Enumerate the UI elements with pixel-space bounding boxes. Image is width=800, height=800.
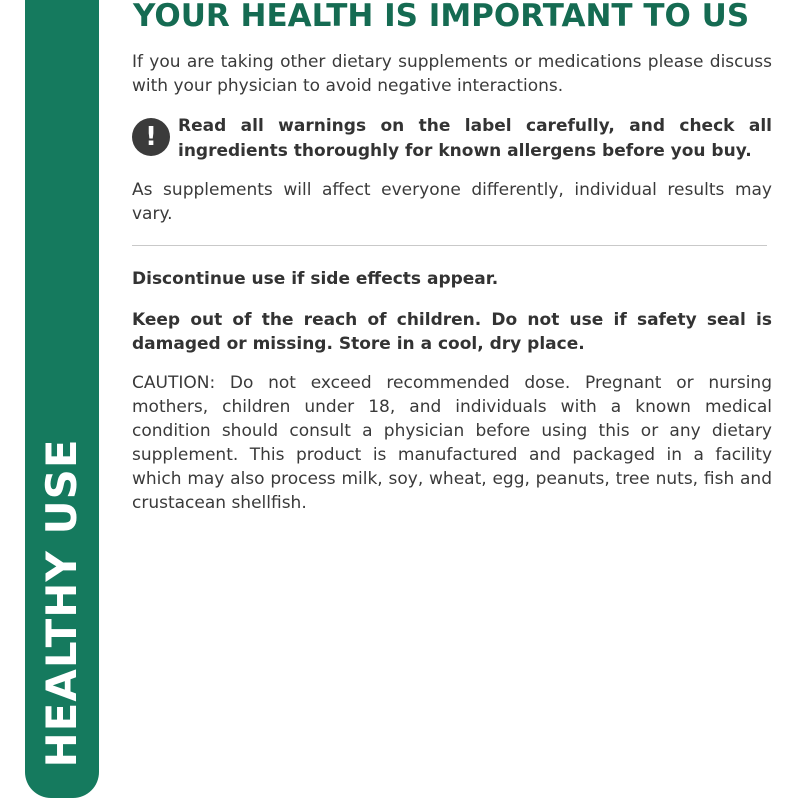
discontinue-notice: Discontinue use if side effects appear. (132, 269, 499, 289)
storage-notice: Keep out of the reach of children. Do not use if safety seal is damaged or missing. Store in a cool, dry place. (132, 310, 772, 354)
variance-paragraph: As supplements will affect everyone differently, individual results may vary. (132, 180, 772, 224)
side-band-label: HEALTHY USE (37, 438, 86, 768)
divider (132, 245, 767, 246)
caution-paragraph: CAUTION: Do not exceed recommended dose. Pregnant or nursing mothers, children under 18, and individuals with a known medical condition should consult a physician before using this or any dietary supplement. This product is manufactured and packaged in a facility which may also process milk, soy, wheat, egg, peanuts, tree nuts, fish and crustacean shellfish. (132, 373, 772, 513)
exclamation-icon: ! (132, 118, 170, 156)
warning-paragraph: Read all warnings on the label carefully, and check all ingredients thoroughly for known allergens before you buy. (178, 116, 772, 161)
page-title: YOUR HEALTH IS IMPORTANT TO US (133, 0, 750, 34)
intro-paragraph: If you are taking other dietary supplements or medications please discuss with your physician to avoid negative interactions. (132, 52, 772, 96)
